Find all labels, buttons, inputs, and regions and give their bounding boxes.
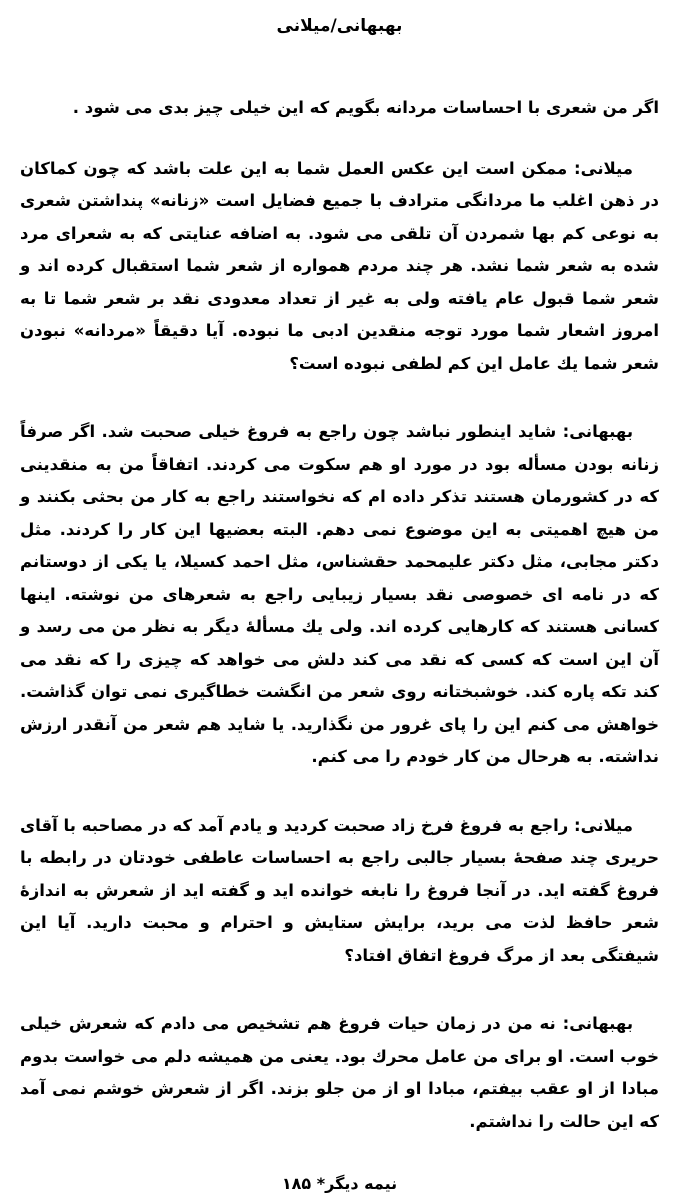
paragraph-text: شاید اینطور نباشد چون راجع به فروغ خیلی صحبت شد. اگر صرفاً زنانه بودن مسأله بود در مورد او هم سکوت می کردند. اتفاقاً من به منقدینی که در کشورمان هستند تذکر داده ام که نخواستند راجع به کار من بحثی بکنند و من هیچ اهمیتی به این موضوع نمی دهم. البته بعضیها این کار را کردند. مثل دکتر مجابی، مثل دکتر علیمحمد حقشناس، مثل احمد کسیلا، یا یکی از دوستانم که در نامه ای خصوصی نقد بسیار زیبایی راجع به شعرهای من نوشته. اینها کسانی هستند که کارهایی کرده اند. ولی یك مسألهٔ دیگر به نظر من می رسد و آن این است که کسی که نقد می کند دلش می خواهد که چیزی را که نقد می کند تکه پاره کند. خوشبختانه روی شعر من انگشت خطاگیری نمی توان گذاشت. خواهش می کنم این را پای غرور من نگذارید. یا شاید هم شعر من آنقدر ارزش نداشته. به هرحال من کار خودم را می کنم. [20, 422, 659, 766]
paragraph: بهبهانی:‌ شاید اینطور نباشد چون راجع به فروغ خیلی صحبت شد. اگر صرفاً زنانه بودن مسأله بود در مورد او هم سکوت می کردند. اتفاقاً من به منقدینی که در کشورمان هستند تذکر داده ام که نخواستند راجع به کار من بحثی بکنند و من هیچ اهمیتی به این موضوع نمی دهم. البته بعضیها این کار را کردند. مثل دکتر مجابی، مثل دکتر علیمحمد حقشناس، مثل احمد کسیلا، یا یکی از دوستانم که در نامه ای خصوصی نقد بسیار زیبایی راجع به شعرهای من نوشته. اینها کسانی هستند که کارهایی کرده اند. ولی یك مسألهٔ دیگر به نظر من می رسد و آن این است که کسی که نقد می کند دلش می خواهد که چیزی را که نقد می کند تکه پاره کند. خوشبختانه روی شعر من انگشت خطاگیری نمی توان گذاشت. خواهش می کنم این را پای غرور من نگذارید. یا شاید هم شعر من آنقدر ارزش نداشته. به هرحال من کار خودم را می کنم. [20, 422, 659, 766]
paragraph-text: راجع به فروغ فرخ زاد صحبت کردید و یادم آمد که در مصاحبه با آقای حریری چند صفحهٔ بسیار جالبی راجع به احساسات عاطفی خودتان در رابطه با فروغ گفته اید. در آنجا فروغ را نابغه خوانده اید و گفته اید از شعرش به اندازهٔ شعر حافظ لذت می برید، برایش ستایش و احترام و محبت دارید. آیا این شیفتگی بعد از مرگ فروغ اتفاق افتاد؟ [20, 815, 659, 965]
speaker-label: بهبهانی: [562, 1014, 634, 1033]
interview-text [20, 92, 659, 1138]
paragraph-text: نه من در زمان حیات فروغ هم تشخیص می دادم که شعرش خیلی خوب است. او برای من عامل محرك بود. یعنی من همیشه دلم می خواست بدوم مبادا از او عقب بیفتم، مبادا او از من جلو بزند. اگر از شعرش خوشم نمی آمد که این حالت را نداشتم. [20, 1014, 659, 1131]
page-title: بهبهانی/میلانی [276, 16, 403, 36]
paragraph: میلانی:‌ راجع به فروغ فرخ زاد صحبت کردید و یادم آمد که در مصاحبه با آقای حریری چند صفحهٔ بسیار جالبی راجع به احساسات عاطفی خودتان در رابطه با فروغ گفته اید. در آنجا فروغ را نابغه خوانده اید و گفته اید از شعرش به اندازهٔ شعر حافظ لذت می برید، برایش ستایش و احترام و محبت دارید. آیا این شیفتگی بعد از مرگ فروغ اتفاق افتاد؟ [20, 815, 659, 965]
paragraph-text: اگر من شعری با احساسات مردانه بگویم که این خیلی چیز بدی می شود . [72, 98, 659, 117]
speaker-label: میلانی: [574, 815, 633, 835]
paragraph [20, 92, 659, 125]
journal-footer-page-number: نیمه دیگر* ۱۸۵ [281, 1174, 398, 1193]
paragraph-text: ممکن است این عکس العمل شما به این علت باشد که چون کماکان در ذهن اغلب ما مردانگی مترادف با جمیع فضایل است «زنانه» پنداشتن شعری به نوعی کم بها شمردن آن تلقی می شود. به اضافه عنایتی که به شعرای مرد شده به شعر شما نشد. هر چند مردم همواره از شعر شما استقبال کرده اند و شعر شما قبول عام یافته ولی به غیر از تعداد معدودی نقد بر شعر شما تا به امروز اشعار شما مورد توجه منقدین ادبی ما نبوده. آیا دقیقاً «مردانه» نبودن شعر شما یك عامل این کم لطفی نبوده است؟ [20, 158, 659, 373]
paragraph: بهبهانی:‌ نه من در زمان حیات فروغ هم تشخیص می دادم که شعرش خیلی خوب است. او برای من عامل محرك بود. یعنی من همیشه دلم می خواست بدوم مبادا از او عقب بیفتم، مبادا او از من جلو بزند. اگر از شعرش خوشم نمی آمد که این حالت را نداشتم. [20, 1014, 659, 1131]
speaker-label: میلانی: [574, 158, 633, 178]
speaker-label: بهبهانی: [562, 422, 634, 441]
paragraph: میلانی:‌ ممکن است این عکس العمل شما به این علت باشد که چون کماکان در ذهن اغلب ما مردانگی مترادف با جمیع فضایل است «زنانه» پنداشتن شعری به نوعی کم بها شمردن آن تلقی می شود. به اضافه عنایتی که به شعرای مرد شده به شعر شما نشد. هر چند مردم همواره از شعر شما استقبال کرده اند و شعر شما قبول عام یافته ولی به غیر از تعداد معدودی نقد بر شعر شما تا به امروز اشعار شما مورد توجه منقدین ادبی ما نبوده. آیا دقیقاً «مردانه» نبودن شعر شما یك عامل این کم لطفی نبوده است؟ [20, 158, 659, 373]
